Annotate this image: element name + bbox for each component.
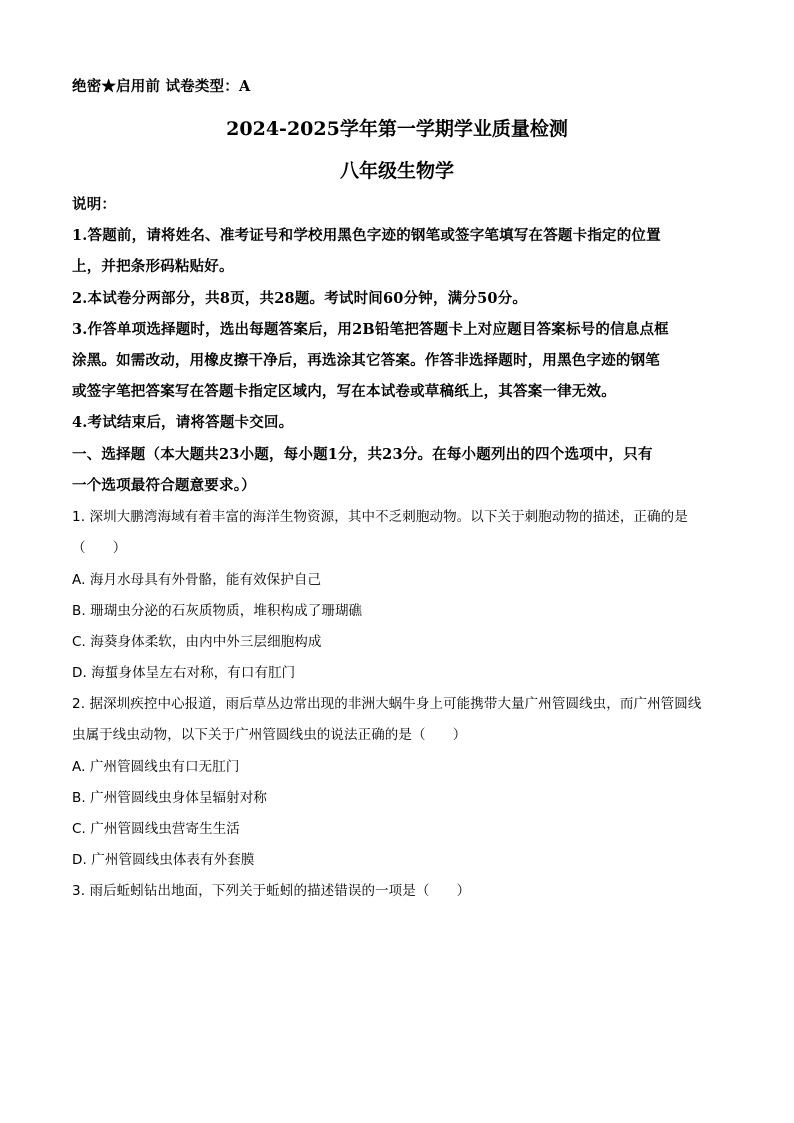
question-option: D. 广州管圆线虫体表有外套膜 — [72, 852, 255, 868]
instruction-line: 2.本试卷分两部分，共8页，共28题。考试时间60分钟，满分50分。 — [72, 290, 528, 307]
instruction-line: 3.作答单项选择题时，选出每题答案后，用2B铅笔把答题卡上对应题目答案标号的信息点框 — [72, 321, 669, 338]
question-option: C. 广州管圆线虫营寄生生活 — [72, 821, 240, 837]
instructions-heading: 说明： — [72, 196, 117, 213]
question-option: A. 海月水母具有外骨骼，能有效保护自己 — [72, 572, 322, 588]
exam-title: 2024-2025学年第一学期学业质量检测 — [226, 118, 568, 140]
exam-subtitle: 八年级生物学 — [339, 160, 454, 182]
instruction-line: 4.考试结束后，请将答题卡交回。 — [72, 414, 294, 431]
instruction-line: 涂黑。如需改动，用橡皮擦干净后，再选涂其它答案。作答非选择题时，用黑色字迹的钢笔 — [72, 352, 660, 369]
instruction-line: 或签字笔把答案写在答题卡指定区域内，写在本试卷或草稿纸上，其答案一律无效。 — [72, 383, 616, 400]
question-stem: 2. 据深圳疾控中心报道，雨后草丛边常出现的非洲大蜗牛身上可能携带大量广州管圆线虫，而广州管圆线 — [72, 696, 702, 712]
question-stem: 1. 深圳大鹏湾海域有着丰富的海洋生物资源，其中不乏刺胞动物。以下关于刺胞动物的描述，正确的是 — [72, 509, 688, 525]
section-heading: 一、选择题（本大题共23小题，每小题1分，共23分。在每小题列出的四个选项中，只有 — [72, 446, 653, 463]
question-option: B. 珊瑚虫分泌的石灰质物质，堆积构成了珊瑚礁 — [72, 603, 363, 619]
question-option: A. 广州管圆线虫有口无肛门 — [72, 759, 240, 775]
question-option: D. 海蜇身体呈左右对称，有口有肛门 — [72, 665, 296, 681]
question-option: B. 广州管圆线虫身体呈辐射对称 — [72, 790, 267, 806]
confidential-label: 绝密★启用前 试卷类型：A — [72, 78, 251, 95]
question-stem: 3. 雨后蚯蚓钻出地面，下列关于蚯蚓的描述错误的一项是（ ） — [72, 883, 471, 899]
question-stem-cont: （ ） — [72, 540, 127, 556]
section-heading-cont: 一个选项最符合题意要求。） — [72, 477, 256, 494]
instruction-line: 1.答题前，请将姓名、准考证号和学校用黑色字迹的钢笔或签字笔填写在答题卡指定的位置 — [72, 227, 661, 244]
question-stem-cont: 虫属于线虫动物，以下关于广州管圆线虫的说法正确的是（ ） — [72, 727, 467, 743]
instruction-line: 上，并把条形码粘贴好。 — [72, 258, 234, 275]
question-option: C. 海葵身体柔软，由内中外三层细胞构成 — [72, 634, 322, 650]
